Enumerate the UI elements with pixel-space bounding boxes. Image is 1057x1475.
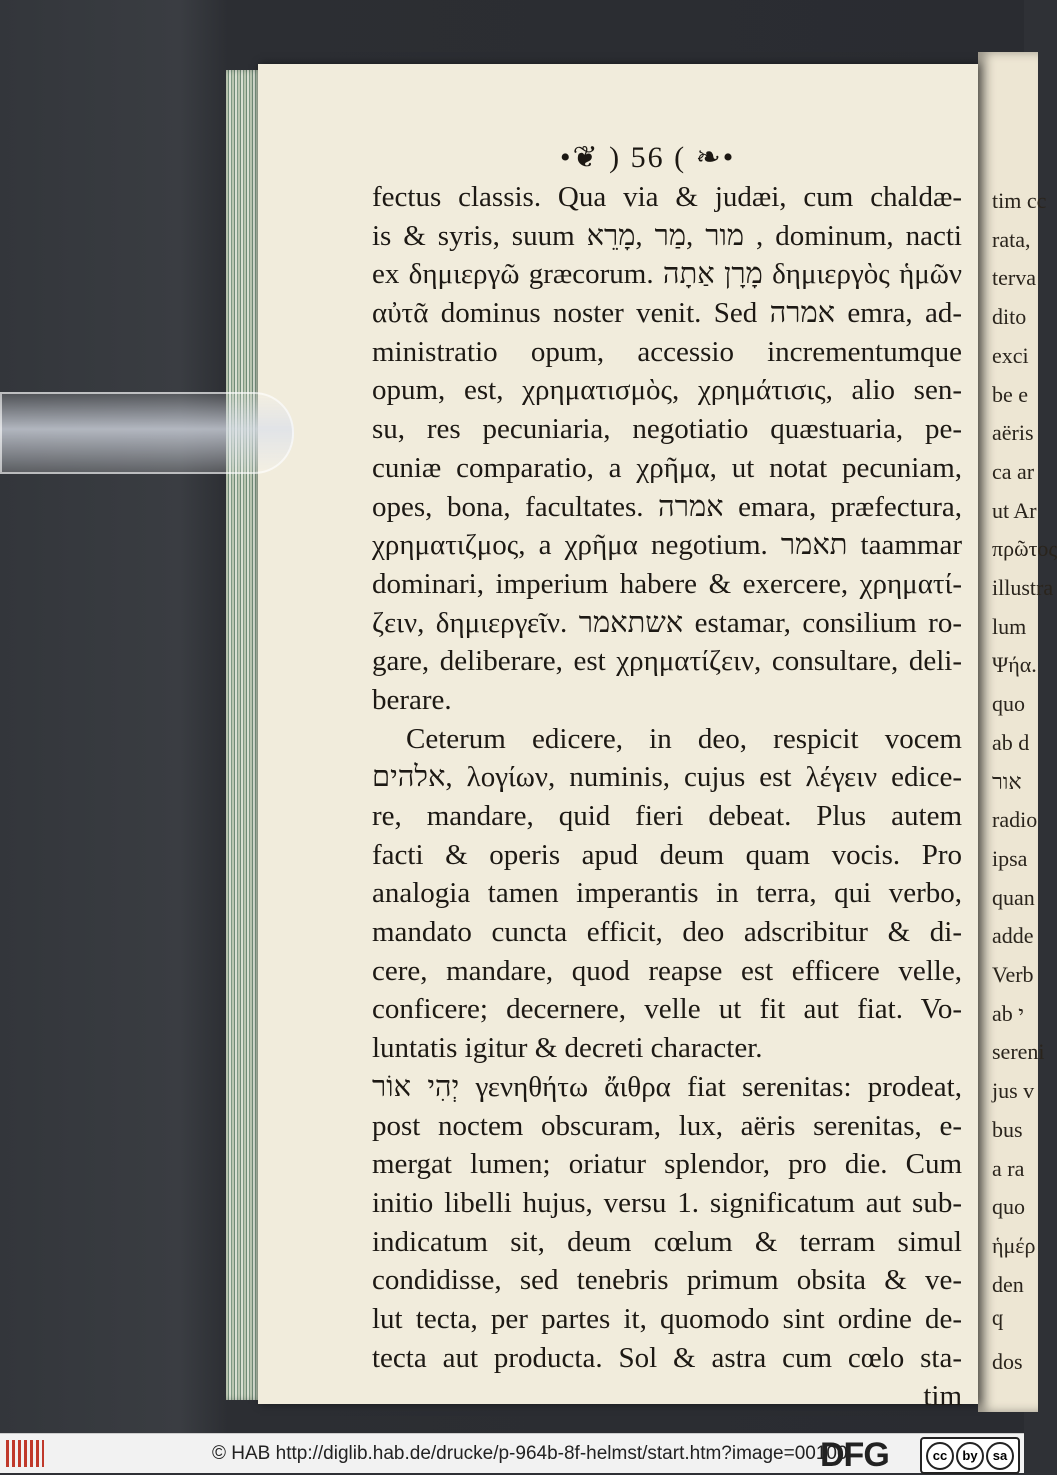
text-line: ζειν, δημιεργεῖν. אשתאמר estamar, consilium ro-	[372, 606, 962, 639]
viewer-footer	[0, 1433, 1024, 1473]
facing-page-fragment: tim cc	[992, 188, 1047, 213]
text-line: indicatum sit, deum cœlum & terram simul	[372, 1225, 962, 1258]
citation-link[interactable]: © HAB http://diglib.hab.de/drucke/p-964b-8f-helmst/start.htm?image=00100	[212, 1443, 848, 1464]
facing-page-fragment: ab י	[992, 1000, 1025, 1026]
facing-page-fragment: lum	[992, 613, 1027, 639]
facing-page-fragment: ipsa	[992, 845, 1028, 871]
facing-page-fragment: Ψήα.	[992, 652, 1037, 678]
text-line: post noctem obscuram, lux, aëris serenitas, e-	[372, 1109, 962, 1142]
facing-page-fragment: ἡμέρ	[992, 1232, 1036, 1258]
facing-page-fragment: exci	[992, 342, 1029, 368]
text-line: su, res pecuniaria, negotiatio quæstuaria, pe-	[372, 413, 962, 446]
facing-page-fragment: ut Ar	[992, 497, 1037, 523]
facing-page-fragment: quo	[992, 1194, 1025, 1220]
text-line: opes, bona, facultates. אמרה emara, præfectura,	[372, 490, 962, 523]
cc-license-badge[interactable]	[920, 1437, 1020, 1474]
text-line: cuniæ comparatio, a χρῆμα, ut notat pecuniam,	[372, 451, 962, 484]
text-line: ex δημιεργῶ græcorum. מָרָן אַתָה δημιεργὸς ἡμῶν	[372, 258, 962, 291]
facing-page-fragment: bus	[992, 1116, 1023, 1142]
text-line: gare, deliberare, est χρηματίζειν, consultare, deli-	[372, 645, 962, 678]
facing-page	[978, 52, 1057, 1412]
facing-page-fragment: illustra	[992, 575, 1054, 601]
facing-page-fragment: quan	[992, 884, 1035, 910]
text-line: Ceterum edicere, in deo, respicit vocem	[406, 722, 962, 755]
facing-page-fragment: be e	[992, 381, 1029, 407]
facing-page-fragment: radio	[992, 807, 1038, 833]
text-line: re, mandare, quid fieri debeat. Plus autem	[372, 800, 962, 832]
text-line: אלהים, λογίων, numinis, cujus est λέγειν edice-	[372, 761, 962, 794]
facing-page-fragment: ϥ	[992, 1310, 1004, 1336]
text-line: יְהִי אוֹר γενηθήτω ἄιθρα fiat serenitas: prodeat,	[372, 1070, 962, 1103]
text-line: berare.	[372, 683, 452, 716]
text-line: αὐτᾶ dominus noster venit. Sed אמרה emra, ad-	[372, 297, 962, 330]
cc-icon: cc	[926, 1442, 954, 1470]
text-line: ministratio opum, accessio incrementumque	[372, 335, 962, 368]
facing-page-fragment: אור	[992, 768, 1022, 794]
page-text	[372, 178, 962, 1416]
text-line: tim	[923, 1380, 962, 1413]
text-line: mandato cuncta efficit, deo adscribitur & di-	[372, 916, 962, 949]
text-line: condidisse, sed tenebris primum obsita & ve-	[372, 1264, 962, 1297]
facing-page-fragment: Verb	[992, 962, 1034, 988]
text-line: initio libelli hujus, versu 1. significatum aut sub-	[372, 1186, 962, 1219]
facing-page-fragment: dito	[992, 304, 1027, 330]
text-line: lut tecta, per partes it, quomodo sint ordine de-	[372, 1302, 962, 1335]
text-line: facti & operis apud deum quam vocis. Pro	[372, 838, 962, 871]
facing-page-fragment: ca ar	[992, 458, 1035, 484]
text-line: dominari, imperium habere & exercere, χρηματί-	[372, 567, 962, 600]
facing-page-fragment: πρῶτος	[992, 536, 1057, 562]
text-line: opum, est, χρηματισμὸς, χρημάτισις, alio sen-	[372, 374, 962, 407]
sa-icon: sa	[986, 1442, 1014, 1470]
facing-page-fragment: jus v	[992, 1078, 1035, 1104]
facing-page-fragment: terva	[992, 265, 1036, 291]
dfg-logo[interactable]: DFG	[820, 1436, 889, 1474]
text-line: fectus classis. Qua via & judæi, cum chaldæ-	[372, 181, 962, 213]
text-line: tecta aut producta. Sol & astra cum cœlo sta-	[372, 1341, 962, 1374]
hab-logo-icon[interactable]	[6, 1440, 44, 1467]
text-line: mergat lumen; oriatur splendor, pro die. Cum	[372, 1148, 962, 1181]
facing-page-fragment: rata,	[992, 226, 1031, 252]
page-header: •❦ ) 56 ( ❧•	[560, 141, 736, 174]
facing-page-fragment: sereni	[992, 1039, 1045, 1065]
text-line: luntatis igitur & decreti character.	[372, 1032, 763, 1065]
page-edge	[226, 70, 262, 1400]
facing-page-fragment: dos	[992, 1349, 1023, 1375]
facing-page-fragment: ab d	[992, 729, 1030, 755]
facing-page-fragment: aëris	[992, 420, 1034, 446]
text-line: cere, mandare, quod reapse est efficere velle,	[372, 954, 962, 987]
by-icon: by	[956, 1442, 984, 1470]
facing-page-fragment: a ra	[992, 1155, 1025, 1181]
facing-page-fragment: quo	[992, 691, 1025, 717]
text-line: χρηματιζμος, a χρῆμα negotium. תאמר taammar	[372, 529, 962, 562]
text-line: is & syris, suum מור ,מַר ,מָרֵא , dominum, nacti	[372, 219, 962, 252]
text-line: analogia tamen imperantis in terra, qui verbo,	[372, 877, 962, 910]
text-line: conficere; decernere, velle ut fit aut fiat. Vo-	[372, 993, 962, 1026]
clear-plastic-strap	[0, 392, 294, 474]
facing-page-fragment: den	[992, 1271, 1024, 1297]
facing-page-fragment: adde	[992, 923, 1034, 949]
